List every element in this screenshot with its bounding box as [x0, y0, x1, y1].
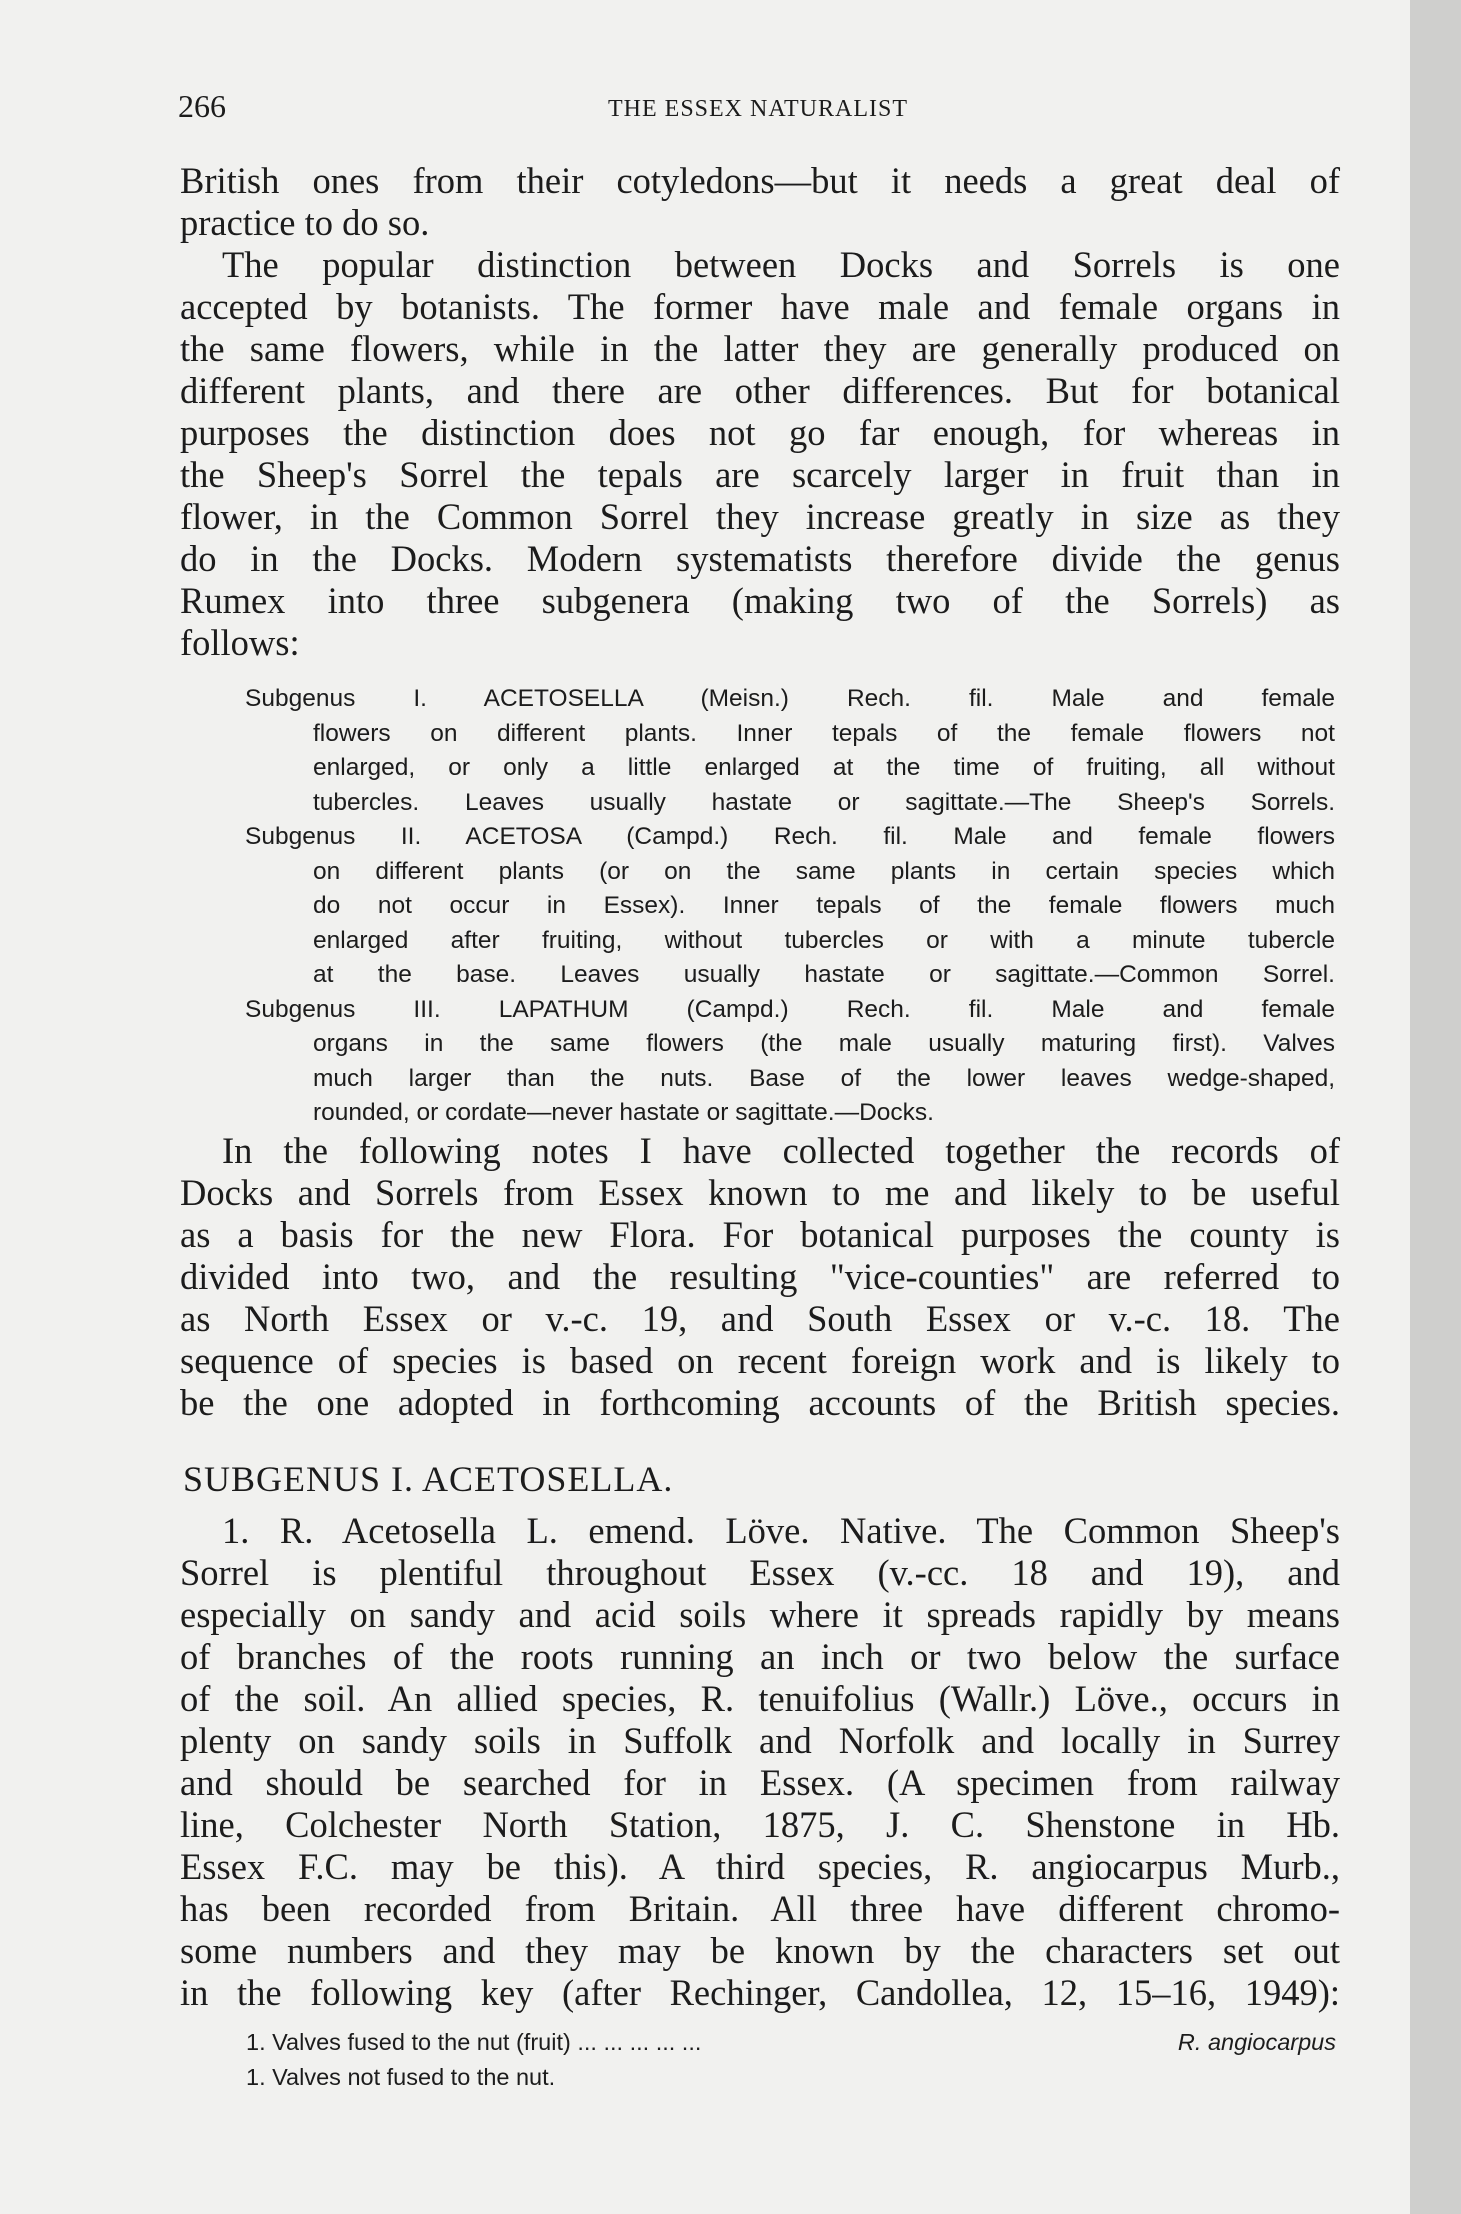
subgenus-line: at the base. Leaves usually hastate or sagittate.—Common Sorrel. [313, 961, 1335, 988]
text-line: especially on sandy and acid soils where it spreads rapidly by means [180, 1594, 1340, 1635]
running-head [178, 88, 1338, 128]
species-paragraph [180, 1510, 1340, 2014]
subgenus-line: enlarged, or only a little enlarged at the time of fruiting, all without [313, 754, 1335, 781]
key-row-text: 1. Valves not fused to the nut. [246, 2064, 556, 2090]
text-line: the Sheep's Sorrel the tepals are scarcely larger in fruit than in [180, 454, 1340, 495]
text-line: follows: [180, 622, 300, 663]
key-row [246, 2025, 1336, 2060]
text-line: of branches of the roots running an inch or two below the surface [180, 1636, 1340, 1677]
subgenus-line: Subgenus II. ACETOSA (Campd.) Rech. fil. Male and female flowers [245, 823, 1335, 850]
identification-key [246, 2025, 1336, 2095]
text-line: do in the Docks. Modern systematists therefore divide the genus [180, 538, 1340, 579]
journal-title: THE ESSEX NATURALIST [608, 96, 908, 122]
text-line: In the following notes I have collected together the records of [222, 1130, 1340, 1171]
text-line: as North Essex or v.-c. 19, and South Essex or v.-c. 18. The [180, 1298, 1340, 1339]
subgenus-line: Subgenus I. ACETOSELLA (Meisn.) Rech. fil. Male and female [245, 685, 1335, 712]
intro-paragraphs [180, 160, 1340, 664]
text-line: accepted by botanists. The former have male and female organs in [180, 286, 1340, 327]
text-line: as a basis for the new Flora. For botanical purposes the county is [180, 1214, 1340, 1255]
key-row-answer: R. angiocarpus [1177, 2029, 1336, 2055]
text-line: be the one adopted in forthcoming accounts of the British species. [180, 1382, 1340, 1423]
text-line: different plants, and there are other differences. But for botanical [180, 370, 1340, 411]
text-line: some numbers and they may be known by the characters set out [180, 1930, 1340, 1971]
text-line: has been recorded from Britain. All three have different chromo- [180, 1888, 1340, 1929]
text-line: Essex F.C. may be this). A third species, R. angiocarpus Murb., [180, 1846, 1340, 1887]
text-line: flower, in the Common Sorrel they increase greatly in size as they [180, 496, 1340, 537]
records-paragraph [180, 1130, 1340, 1424]
subgenus-line: organs in the same flowers (the male usually maturing first). Valves [313, 1030, 1335, 1057]
subgenus-line: flowers on different plants. Inner tepals of the female flowers not [313, 719, 1335, 747]
text-line: purposes the distinction does not go far enough, for whereas in [180, 412, 1340, 453]
text-line: and should be searched for in Essex. (A specimen from railway [180, 1762, 1340, 1803]
text-line: in the following key (after Rechinger, Candollea, 12, 15–16, 1949): [180, 1972, 1340, 2013]
subgenera-list [245, 682, 1335, 1131]
text-line: the same flowers, while in the latter they are generally produced on [180, 328, 1340, 369]
subgenus-line: on different plants (or on the same plants in certain species which [313, 857, 1335, 885]
text-line: line, Colchester North Station, 1875, J. C. Shenstone in Hb. [180, 1804, 1340, 1845]
subgenus-line: tubercles. Leaves usually hastate or sagittate.—The Sheep's Sorrels. [313, 788, 1335, 816]
subgenus-line: enlarged after fruiting, without tubercles or with a minute tubercle [313, 926, 1335, 954]
key-row [246, 2060, 1336, 2095]
text-line: plenty on sandy soils in Suffolk and Norfolk and locally in Surrey [180, 1720, 1340, 1761]
text-line: practice to do so. [180, 202, 430, 243]
text-line: 1. R. Acetosella L. emend. Löve. Native. The Common Sheep's [222, 1510, 1340, 1551]
text-line: British ones from their cotyledons—but it needs a great deal of [180, 160, 1340, 201]
section-heading: SUBGENUS I. ACETOSELLA. [183, 1459, 674, 1499]
key-row-text: 1. Valves fused to the nut (fruit) ... ... ... ... ... [246, 2029, 702, 2055]
subgenus-line: rounded, or cordate—never hastate or sagittate.—Docks. [313, 1099, 934, 1126]
subgenus-line: Subgenus III. LAPATHUM (Campd.) Rech. fil. Male and female [245, 995, 1335, 1023]
text-line: The popular distinction between Docks and Sorrels is one [222, 244, 1340, 285]
page-number: 266 [178, 88, 226, 124]
subgenus-line: do not occur in Essex). Inner tepals of the female flowers much [313, 892, 1335, 919]
text-line: Sorrel is plentiful throughout Essex (v.-cc. 18 and 19), and [180, 1552, 1340, 1593]
subgenus-line: much larger than the nuts. Base of the lower leaves wedge-shaped, [313, 1064, 1335, 1092]
text-line: sequence of species is based on recent foreign work and is likely to [180, 1340, 1340, 1381]
text-line: Rumex into three subgenera (making two of the Sorrels) as [180, 580, 1340, 621]
text-line: Docks and Sorrels from Essex known to me and likely to be useful [180, 1172, 1340, 1213]
text-line: divided into two, and the resulting "vice-counties" are referred to [180, 1256, 1340, 1297]
text-line: of the soil. An allied species, R. tenuifolius (Wallr.) Löve., occurs in [180, 1678, 1340, 1719]
